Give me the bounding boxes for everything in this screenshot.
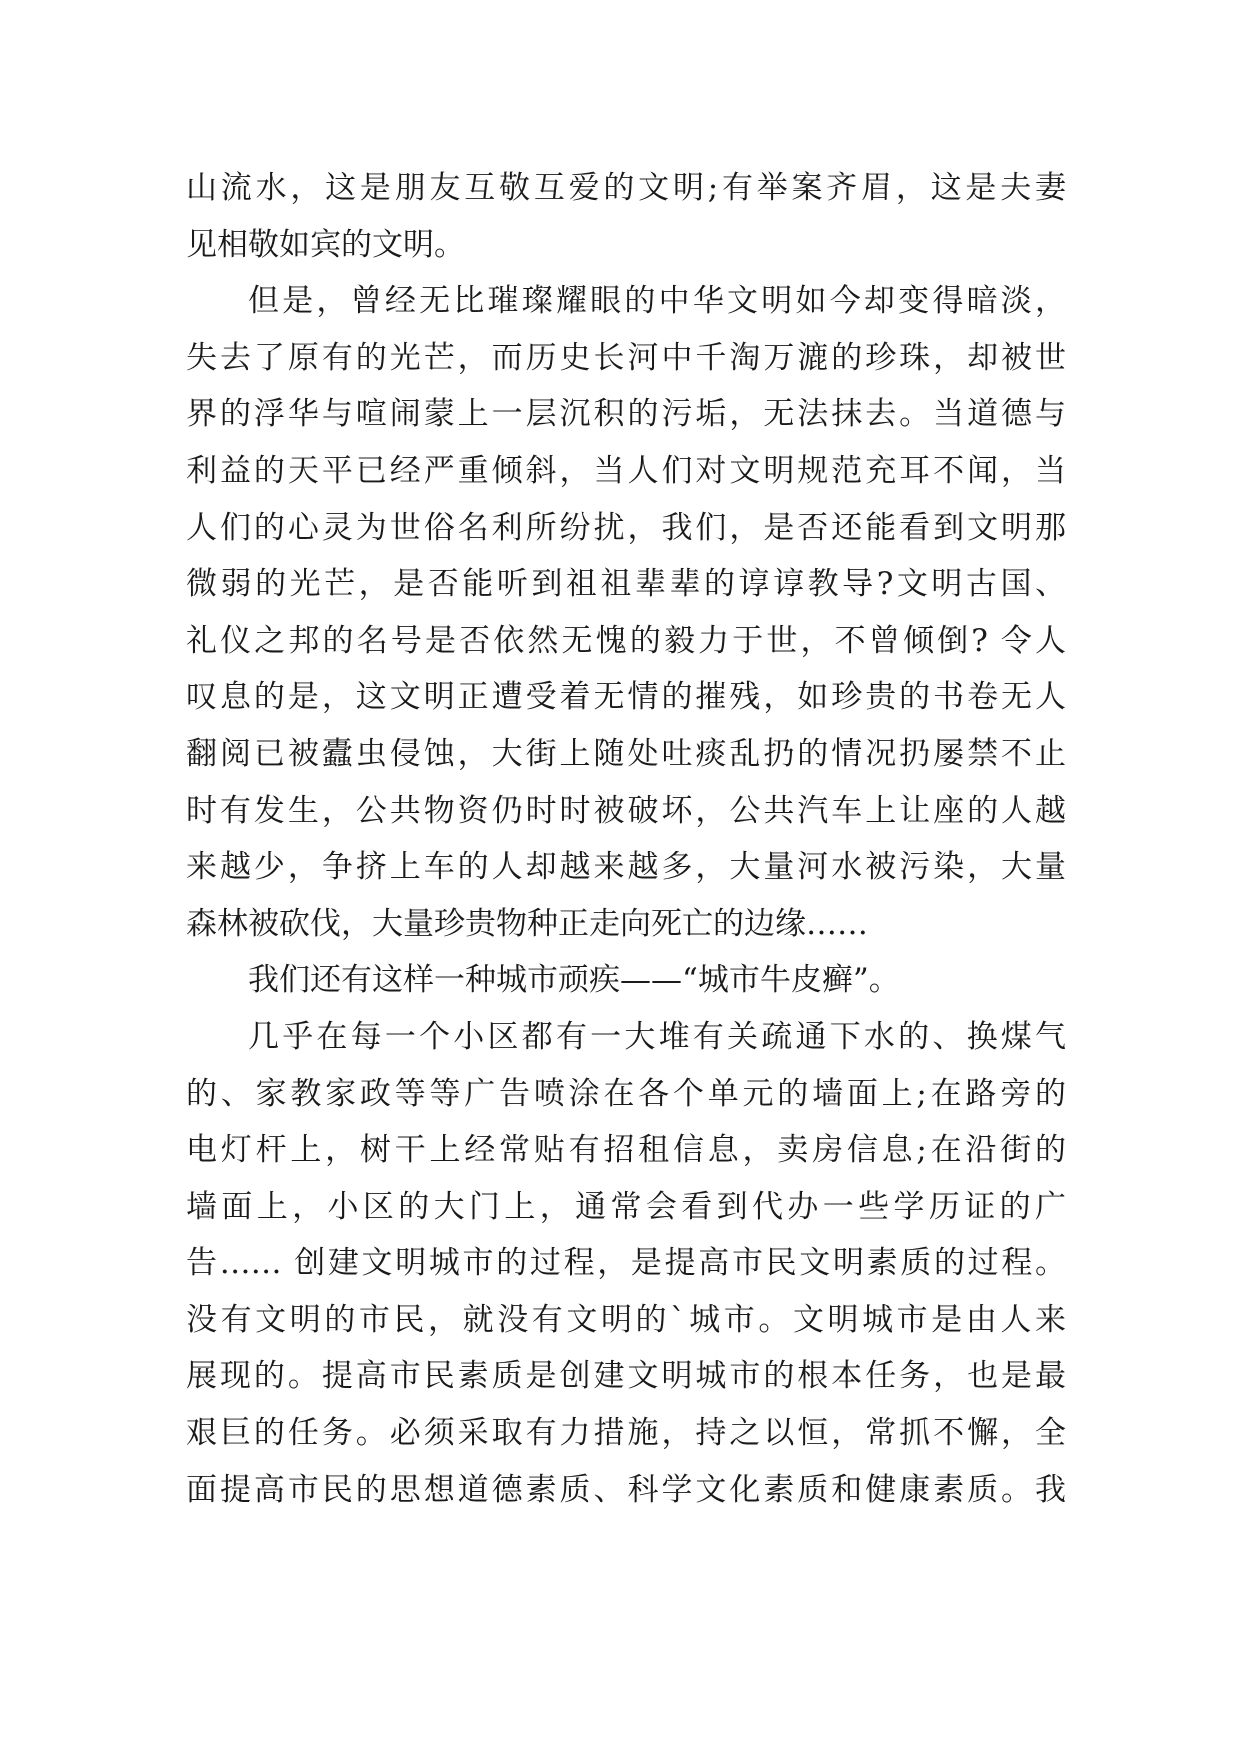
text-line: 的、家教家政等等广告喷涂在各个单元的墙面上;在路旁的 — [186, 1075, 1066, 1112]
text-line: 人们的心灵为世俗名利所纷扰，我们，是否还能看到文明那 — [186, 509, 1066, 546]
text-line: 面提高市民的思想道德素质、科学文化素质和健康素质。我 — [186, 1471, 1066, 1508]
text-line: 礼仪之邦的名号是否依然无愧的毅力于世，不曾倾倒? 令人 — [186, 622, 1066, 659]
text-line: 没有文明的市民，就没有文明的`城市。文明城市是由人来 — [186, 1301, 1066, 1338]
text-line: 展现的。提高市民素质是创建文明城市的根本任务，也是最 — [186, 1358, 1066, 1395]
text-line: 叹息的是，这文明正遭受着无情的摧残，如珍贵的书卷无人 — [186, 679, 1066, 716]
text-line: 失去了原有的光芒，而历史长河中千淘万漉的珍珠，却被世 — [186, 339, 1066, 376]
text-line: 微弱的光芒，是否能听到祖祖辈辈的谆谆教导?文明古国、 — [186, 566, 1066, 603]
text-line: 见相敬如宾的文明。 — [186, 226, 465, 263]
text-line: 山流水，这是朋友互敬互爱的文明;有举案齐眉，这是夫妻 — [186, 170, 1066, 206]
text-line: 翻阅已被蠹虫侵蚀，大街上随处吐痰乱扔的情况扔屡禁不止 — [186, 735, 1066, 772]
text-line: 告…… 创建文明城市的过程，是提高市民文明素质的过程。 — [186, 1245, 1066, 1282]
text-line: 利益的天平已经严重倾斜，当人们对文明规范充耳不闻，当 — [186, 452, 1066, 489]
document-body — [186, 160, 1066, 1518]
text-line: 森林被砍伐，大量珍贵物种正走向死亡的边缘…… — [186, 905, 868, 942]
text-line: 界的浮华与喧闹蒙上一层沉积的污垢，无法抹去。当道德与 — [186, 396, 1066, 433]
text-line: 但是，曾经无比璀璨耀眼的中华文明如今却变得暗淡， — [248, 283, 1066, 320]
text-line: 艰巨的任务。必须采取有力措施，持之以恒，常抓不懈，全 — [186, 1415, 1066, 1452]
text-line: 墙面上，小区的大门上，通常会看到代办一些学历证的广 — [186, 1188, 1066, 1225]
text-line: 来越少，争挤上车的人却越来越多，大量河水被污染，大量 — [186, 849, 1066, 886]
text-line: 几乎在每一个小区都有一大堆有关疏通下水的、换煤气 — [248, 1018, 1066, 1055]
text-line: 电灯杆上，树干上经常贴有招租信息，卖房信息;在沿街的 — [186, 1132, 1066, 1169]
text-line: 时有发生，公共物资仍时时被破坏，公共汽车上让座的人越 — [186, 792, 1066, 829]
text-line: 我们还有这样一种城市顽疾——“城市牛皮癣”。 — [248, 962, 900, 999]
